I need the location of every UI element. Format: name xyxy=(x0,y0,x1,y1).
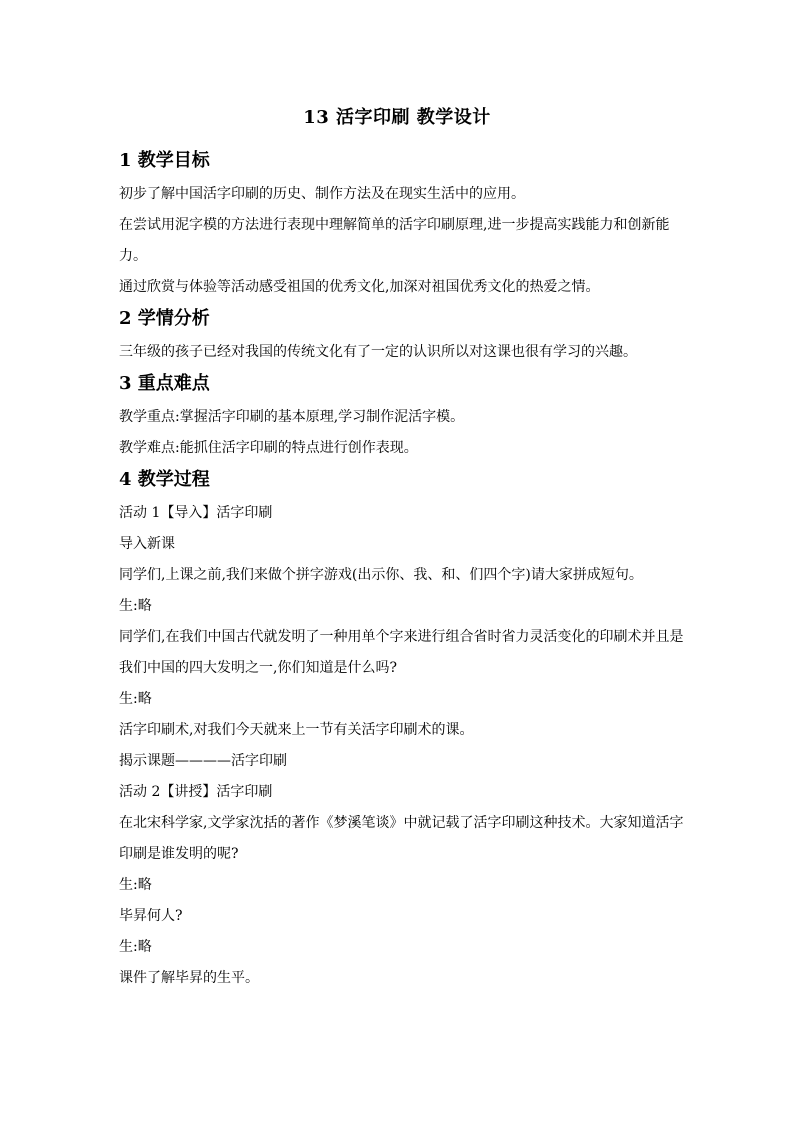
section-heading: 1 教学目标 xyxy=(119,150,210,171)
paragraph: 生:略 xyxy=(119,877,152,893)
section-heading: 4 教学过程 xyxy=(119,469,210,490)
paragraph: 课件了解毕昇的生平。 xyxy=(119,970,259,986)
paragraph: 在北宋科学家,文学家沈括的著作《梦溪笔谈》中就记载了活字印刷这种技术。大家知道活字印刷是谁发明的呢? xyxy=(119,815,684,862)
paragraph: 初步了解中国活字印刷的历史、制作方法及在现实生活中的应用。 xyxy=(119,186,525,202)
paragraph: 活字印刷术,对我们今天就来上一节有关活字印刷术的课。 xyxy=(119,722,474,738)
paragraph: 生:略 xyxy=(119,939,152,955)
section-teaching-process xyxy=(119,464,695,994)
section-key-points xyxy=(119,368,695,464)
paragraph: 同学们,上课之前,我们来做个拼字游戏(出示你、我、和、们四个字)请大家拼成短句。 xyxy=(119,567,643,583)
paragraph: 生:略 xyxy=(119,598,152,614)
activity-heading: 活动 2【讲授】活字印刷 xyxy=(119,784,273,800)
paragraph: 教学难点:能抓住活字印刷的特点进行创作表现。 xyxy=(119,440,418,456)
paragraph: 导入新课 xyxy=(119,536,175,552)
section-student-analysis xyxy=(119,303,695,368)
paragraph: 教学重点:掌握活字印刷的基本原理,学习制作泥活字模。 xyxy=(119,409,465,425)
paragraph: 三年级的孩子已经对我国的传统文化有了一定的认识所以对这课也很有学习的兴趣。 xyxy=(119,344,637,360)
section-teaching-goals xyxy=(119,145,695,303)
section-heading: 2 学情分析 xyxy=(119,308,210,329)
paragraph: 同学们,在我们中国古代就发明了一种用单个字来进行组合省时省力灵活变化的印刷术并且是我们中国的四大发明之一,你们知道是什么吗? xyxy=(119,629,684,676)
paragraph: 在尝试用泥字模的方法进行表现中理解简单的活字印刷原理,进一步提高实践能力和创新能力。 xyxy=(119,217,670,264)
document-title: 13 活字印刷 教学设计 xyxy=(303,107,491,128)
section-heading: 3 重点难点 xyxy=(119,373,210,394)
document-body xyxy=(119,145,695,994)
paragraph: 通过欣赏与体验等活动感受祖国的优秀文化,加深对祖国优秀文化的热爱之情。 xyxy=(119,279,600,295)
activity-heading: 活动 1【导入】活字印刷 xyxy=(119,505,273,521)
paragraph: 生:略 xyxy=(119,691,152,707)
paragraph: 揭示课题————活字印刷 xyxy=(119,753,287,769)
paragraph: 毕昇何人? xyxy=(119,908,183,924)
